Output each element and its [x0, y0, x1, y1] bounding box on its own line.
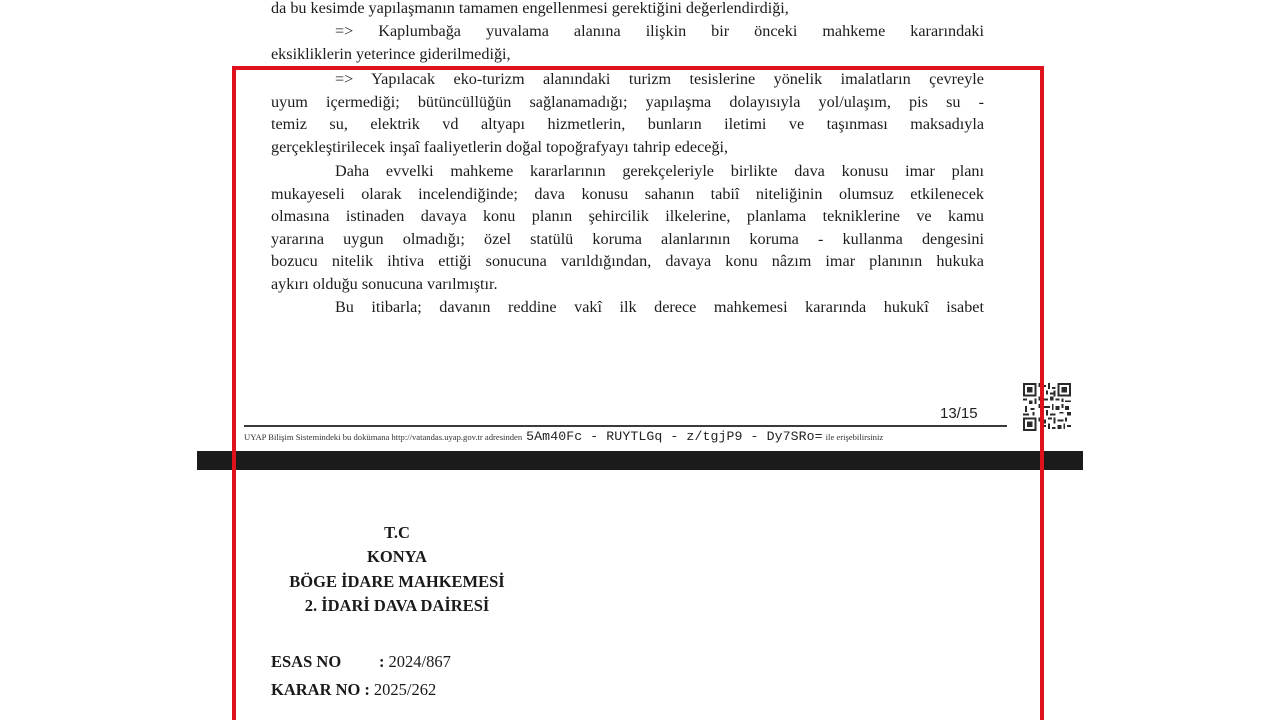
text-line: Daha evvelki mahkeme kararlarının gerekçeleriyle birlikte dava konusu imar planı [335, 162, 984, 180]
text-line: mukayeseli olarak incelendiğinde; dava konusu sahanın tabiî niteliğinin olumsuz etkilenecek [271, 184, 984, 203]
text-line: gerçekleştirilecek inşaî faaliyetlerin doğal topoğrafyayı tahrip edeceği, [271, 137, 729, 156]
separator: : [364, 680, 370, 699]
paragraph-conclusion [271, 296, 984, 319]
karar-no-label: KARAR NO [271, 680, 361, 699]
text-line: Bu itibarla; davanın reddine vakî ilk derece mahkemesi kararında hukukî isabet [335, 298, 984, 316]
footer-divider [244, 425, 1007, 427]
uyap-footer [244, 429, 1014, 444]
footer-suffix: ile erişebilirsiniz [825, 432, 884, 442]
text-line: yararına uygun olmadığı; özel statülü koruma alanlarının koruma - kullanma dengesini [271, 229, 984, 248]
text-line: aykırı olduğu sonucuna varılmıştır. [271, 274, 498, 293]
text-line: eksikliklerin yeterince giderilmediği, [271, 44, 511, 63]
karar-no-value: 2025/262 [373, 680, 437, 699]
separator: : [379, 652, 385, 671]
text-line: olmasına istinaden davaya konu planın şehircilik ilkelerine, planlama tekniklerine ve kamu [271, 207, 984, 226]
case-numbers [271, 648, 451, 704]
page-number: 13/15 [940, 405, 978, 422]
court-header [262, 521, 532, 619]
paragraph-turtle-nesting [271, 20, 984, 65]
text-line: temiz su, elektrik vd altyapı hizmetlerin, bunların iletimi ve taşınması maksadıyla [271, 115, 984, 134]
text-line: da bu kesimde yapılaşmanın tamamen engellenmesi gerektiğini değerlendirdiği, [271, 0, 789, 17]
text-line: => Kaplumbağa yuvalama alanına ilişkin bir önceki mahkeme kararındaki [335, 22, 984, 40]
page-separator [197, 451, 1083, 470]
text-line: => Yapılacak eko-turizm alanındaki turizm tesislerine yönelik imalatların çevreyle [335, 70, 984, 88]
esas-no-label: ESAS NO [271, 652, 342, 671]
header-tc: T.C [384, 523, 410, 542]
text-line: bozucu nitelik ihtiva ettiği sonucuna varıldığından, davaya konu nâzım imar planının hukuka [271, 252, 984, 271]
esas-no-value: 2024/867 [388, 652, 451, 671]
paragraph-court-evaluation [271, 160, 984, 296]
header-city: KONYA [367, 547, 427, 567]
header-court-name: BÖGE İDARE MAHKEMESİ [289, 571, 505, 591]
qr-code-icon [1023, 383, 1071, 431]
paragraph-eco-tourism [271, 68, 984, 158]
esas-no-row [271, 648, 451, 676]
paragraph-continuation [271, 0, 984, 20]
footer-prefix: UYAP Bilişim Sistemindeki bu dokümana http://vatandas.uyap.gov.tr adresinden [244, 432, 523, 442]
text-line: uyum içermediği; bütüncüllüğün sağlanamadığı; yapılaşma dolayısıyla yol/ulaşım, pis su - [271, 92, 984, 111]
karar-no-row [271, 676, 451, 704]
header-chamber: 2. İDARİ DAVA DAİRESİ [304, 596, 490, 616]
verification-code: 5Am40Fc - RUYTLGq - z/tgjP9 - Dy7SRo= [526, 429, 823, 444]
